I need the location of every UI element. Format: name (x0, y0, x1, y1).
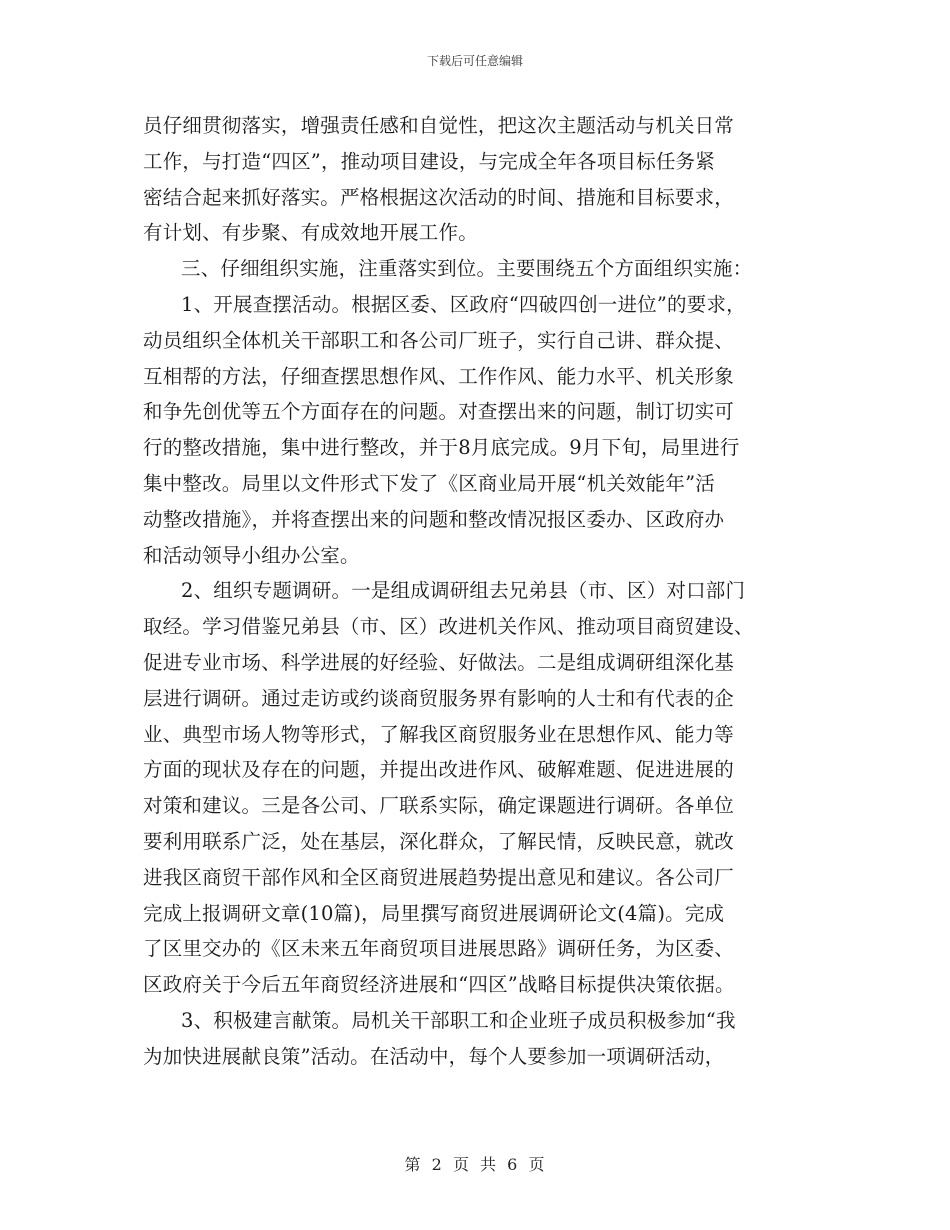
body-text (143, 108, 823, 1075)
footer-total-pages: 6 (507, 1155, 519, 1174)
text-line-24: 了区里交办的《区未来五年商贸项目进展思路》调研任务，为区委、 (143, 937, 735, 961)
text-line-8: 互相帮的方法，仔细查摆思想作风、工作作风、能力水平、机关形象 (143, 364, 735, 388)
text-line-17: 层进行调研。通过走访或约谈商贸服务界有影响的人士和有代表的企 (143, 686, 735, 710)
text-line-9: 和争先创优等五个方面存在的问题。对查摆出来的问题，制订切实可 (143, 400, 735, 424)
item-1-first-line: 1、开展查摆活动。根据区委、区政府“四破四创一进位”的要求， (181, 292, 746, 316)
text-line-13: 和活动领导小组办公室。 (143, 543, 360, 567)
footer-page-word: 页 (452, 1155, 470, 1174)
text-line-16: 促进专业市场、科学进展的好经验、好做法。二是组成调研组深化基 (143, 650, 735, 674)
text-line-19: 方面的现状及存在的问题，并提出改进作风、破解难题、促进进展的 (143, 758, 735, 782)
text-line-11: 集中整改。局里以文件形式下发了《区商业局开展“机关效能年”活 (143, 471, 715, 495)
text-line-22: 进我区商贸干部作风和全区商贸进展趋势提出意见和建议。各公司厂 (143, 865, 735, 889)
footer-prefix: 第 (404, 1155, 422, 1174)
footer-suffix: 页 (528, 1155, 546, 1174)
text-line-7: 动员组织全体机关干部职工和各公司厂班子，实行自己讲、群众提、 (143, 328, 735, 352)
text-line-18: 业、典型市场人物等形式，了解我区商贸服务业在思想作风、能力等 (143, 722, 735, 746)
item-3-first-line: 3、积极建言献策。局机关干部职工和企业班子成员积极参加“我 (181, 1008, 736, 1032)
page-footer (0, 1152, 950, 1175)
text-line-3: 密结合起来抓好落实。严格根据这次活动的时间、措施和目标要求， (143, 185, 735, 209)
footer-current-page: 2 (431, 1155, 443, 1174)
text-line-21: 要利用联系广泛，处在基层，深化群众，了解民情，反映民意，就改 (143, 829, 735, 853)
text-line-4: 有计划、有步聚、有成效地开展工作。 (143, 221, 478, 245)
page-header: 下载后可任意编辑 (426, 54, 523, 68)
text-line-1: 员仔细贯彻落实，增强责任感和自觉性，把这次主题活动与机关日常 (143, 114, 735, 137)
text-line-25: 区政府关于今后五年商贸经济进展和“四区”战略目标提供决策依据。 (143, 973, 735, 997)
text-line-12: 动整改措施》，并将查摆出来的问题和整改情况报区委办、区政府办 (143, 507, 725, 531)
footer-total-word: 共 (480, 1155, 498, 1174)
section-heading-3: 三、仔细组织实施，注重落实到位。主要围绕五个方面组织实施： (181, 257, 753, 281)
item-2-first-line: 2、组织专题调研。一是组成调研组去兄弟县（市、区）对口部门 (181, 579, 746, 603)
text-line-20: 对策和建议。三是各公司、厂联系实际，确定课题进行调研。各单位 (143, 794, 735, 818)
text-line-10: 行的整改措施，集中进行整改，并于8月底完成。9月下旬，局里进行 (143, 436, 740, 460)
text-line-23: 完成上报调研文章(10篇)，局里撰写商贸进展调研论文(4篇)。完成 (143, 901, 725, 925)
text-line-2: 工作，与打造“四区”，推动项目建设，与完成全年各项目标任务紧 (143, 149, 715, 173)
text-line-15: 取经。学习借鉴兄弟县（市、区）改进机关作风、推动项目商贸建设、 (143, 615, 754, 639)
text-line-27: 为加快进展献良策”活动。在活动中，每个人要参加一项调研活动， (143, 1044, 725, 1068)
